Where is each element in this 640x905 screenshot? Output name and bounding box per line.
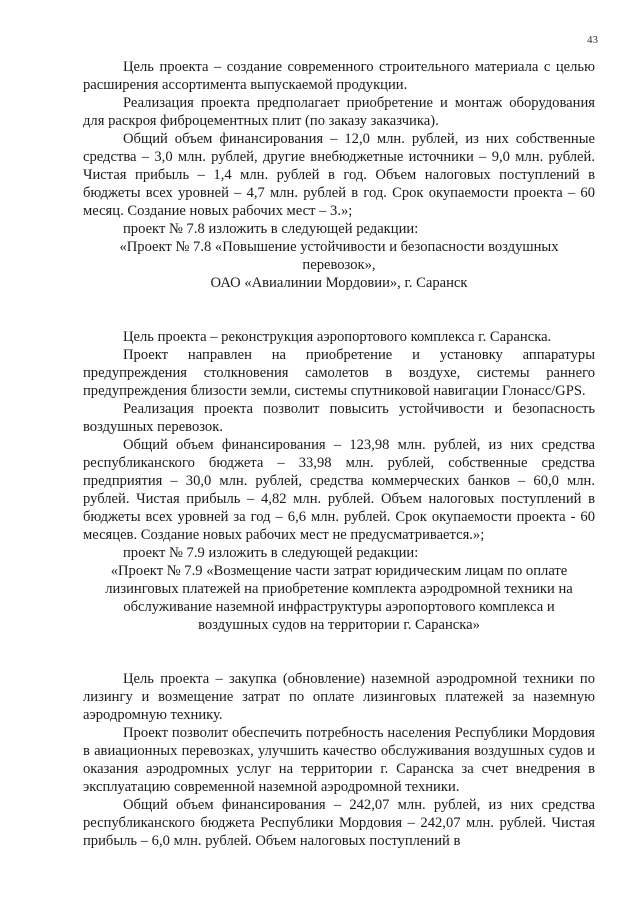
project-7-9-title-line3: обслуживание наземной инфраструктуры аэропортового комплекса и <box>123 599 555 615</box>
project-7-9-title-line4: воздушных судов на территории г. Саранска» <box>198 617 480 633</box>
paragraph-7-7-implementation: Реализация проекта предполагает приобретение и монтаж оборудования для раскроя фиброцементных плит (по заказу заказчика). <box>83 95 595 129</box>
paragraph-7-7-financing: Общий объем финансирования – 12,0 млн. рублей, из них собственные средства – 3,0 млн. рублей, другие внебюджетные источники – 9,0 млн. рублей. Чистая прибыль – 1,4 млн. рублей в год. Объем налоговых поступлений в бюджеты всех уровней – 4,7 млн. рублей в год. Срок окупаемости проекта – 60 месяц. Создание новых рабочих мест – 3.»; <box>83 131 595 219</box>
paragraph-7-8-implementation: Реализация проекта позволит повысить устойчивости и безопасность воздушных перевозок. <box>83 401 595 435</box>
document-body <box>83 58 595 850</box>
paragraph-7-8-direction: Проект направлен на приобретение и установку аппаратуры предупреждения столкновения самолетов в воздухе, системы раннего предупреждения близости земли, системы спутниковой навигации Глонасс/GPS. <box>83 347 595 399</box>
project-7-9-title-line1: «Проект № 7.9 «Возмещение части затрат юридическим лицам по оплате <box>110 563 568 579</box>
paragraph-7-9-intro: проект № 7.9 изложить в следующей редакции: <box>123 545 419 561</box>
paragraph-7-8-goal: Цель проекта – реконструкция аэропортового комплекса г. Саранска. <box>123 329 552 345</box>
project-7-9-title-line2: лизинговых платежей на приобретение комплекта аэродромной техники на <box>105 581 573 597</box>
project-7-8-title-line1: «Проект № 7.8 «Повышение устойчивости и безопасности воздушных <box>119 239 559 255</box>
paragraph-7-8-financing: Общий объем финансирования – 123,98 млн. рублей, из них средства республиканского бюджета – 33,98 млн. рублей, собственные средства предприятия – 30,0 млн. рублей, средства коммерческих банков – 60,0 млн. рублей. Чистая прибыль – 4,82 млн. рублей. Объем налоговых поступлений в бюджеты всех уровней за год – 6,6 млн. рублей. Срок окупаемости проекта - 60 месяцев. Создание новых рабочих мест не предусматривается.»; <box>83 437 595 543</box>
project-7-8-org: ОАО «Авиалинии Мордовии», г. Саранск <box>210 275 468 291</box>
project-7-8-title-line2: перевозок», <box>302 257 376 273</box>
paragraph-7-7-goal: Цель проекта – создание современного строительного материала с целью расширения ассортимента выпускаемой продукции. <box>83 59 595 93</box>
paragraph-7-8-intro: проект № 7.8 изложить в следующей редакции: <box>123 221 419 237</box>
paragraph-7-9-benefit: Проект позволит обеспечить потребность населения Республики Мордовия в авиационных перевозках, улучшить качество обслуживания воздушных судов и оказания аэродромных услуг на территории г. Саранска за счет внедрения в эксплуатацию современной наземной аэродромной техники. <box>83 725 595 795</box>
paragraph-7-9-goal: Цель проекта – закупка (обновление) наземной аэродромной техники по лизингу и возмещение затрат по оплате лизинговых платежей за наземную аэродромную технику. <box>83 671 595 723</box>
page-number: 43 <box>587 34 598 46</box>
spacer <box>83 634 595 670</box>
paragraph-7-9-financing: Общий объем финансирования – 242,07 млн. рублей, из них средства республиканского бюджета Республики Мордовия – 242,07 млн. рублей. Чистая прибыль – 6,0 млн. рублей. Объем налоговых поступлений в <box>83 797 595 849</box>
spacer <box>83 292 595 328</box>
